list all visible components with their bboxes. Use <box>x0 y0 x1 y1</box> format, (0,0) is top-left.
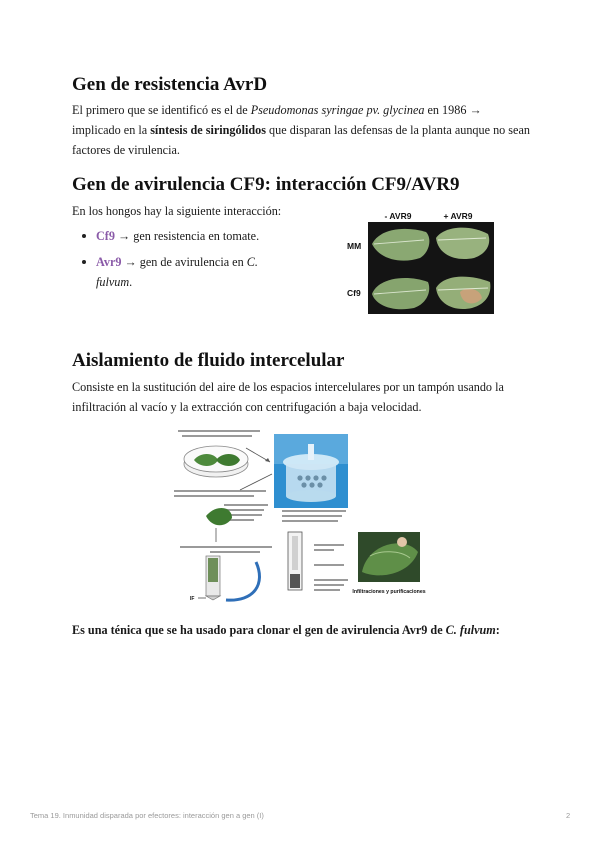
leaf-figure <box>340 208 500 316</box>
col-label-plus: + AVR9 <box>443 211 473 221</box>
text-run: Es una ténica que se ha usado para clonar el gen de avirulencia Avr9 de <box>72 623 446 637</box>
col-label-minus: - AVR9 <box>384 211 412 221</box>
species-name: C. fulvum <box>96 255 258 289</box>
heading-fluid: Aislamiento de fluido intercelular <box>72 350 345 371</box>
paragraph-fluid: Consiste en la sustitución del aire de los espacios intercelulares por un tampón usando la infiltración al vacío y la extracción con centrifugación a baja velocidad. <box>72 380 504 414</box>
term-cf9: Cf9 <box>96 229 115 243</box>
paragraph-avrd <box>72 100 532 160</box>
heading-cf9: Gen de avirulencia CF9: interacción CF9/AVR9 <box>72 174 460 195</box>
vacuum-chamber-photo <box>274 434 348 508</box>
blue-arrow <box>226 562 259 600</box>
text-run: El primero que se identificó es el de <box>72 103 251 117</box>
row-label-cf9: Cf9 <box>347 288 361 298</box>
list-item-avr9 <box>96 252 276 292</box>
page-number: 2 <box>566 811 571 820</box>
footer-title: Tema 19. Inmunidad disparada por efectores: interacción gen a gen (I) <box>30 811 264 820</box>
text-run: → gen de avirulencia en <box>121 255 247 269</box>
infiltrated-leaf <box>206 508 232 525</box>
list-item-cf9 <box>96 226 276 246</box>
species-name: Pseudomonas syringae pv. glycinea <box>250 103 425 117</box>
term-avr9: Avr9 <box>96 255 122 269</box>
bold-term: síntesis de siringólidos <box>150 123 266 137</box>
species-name: C. fulvum <box>445 623 496 637</box>
centrifuge-tube <box>206 556 220 600</box>
closing-line <box>72 620 542 640</box>
syringe-schematic <box>288 532 302 590</box>
petri-dish <box>184 446 248 477</box>
interaction-list <box>96 226 276 298</box>
row-label-mm: MM <box>347 241 362 251</box>
arrow-head <box>265 458 270 462</box>
arrow-to-leaf <box>240 474 272 490</box>
label-infiltration: Infiltraciones y purificaciones <box>352 589 426 595</box>
text-run: en 1986 → implicado en la <box>72 103 482 137</box>
intro-fungi: En los hongos hay la siguiente interacción: <box>72 204 282 218</box>
text-run: : <box>495 623 500 637</box>
label-if: IF <box>190 596 195 602</box>
heading-avrd: Gen de resistencia AvrD <box>72 74 268 95</box>
text-run: que disparan las defensas de la planta aunque no sean factores de virulencia. <box>72 123 530 157</box>
text-run: → gen resistencia en tomate. <box>114 229 260 243</box>
protocol-figure <box>170 424 432 602</box>
text-run: . <box>129 275 133 289</box>
leaf-photo <box>358 532 420 582</box>
